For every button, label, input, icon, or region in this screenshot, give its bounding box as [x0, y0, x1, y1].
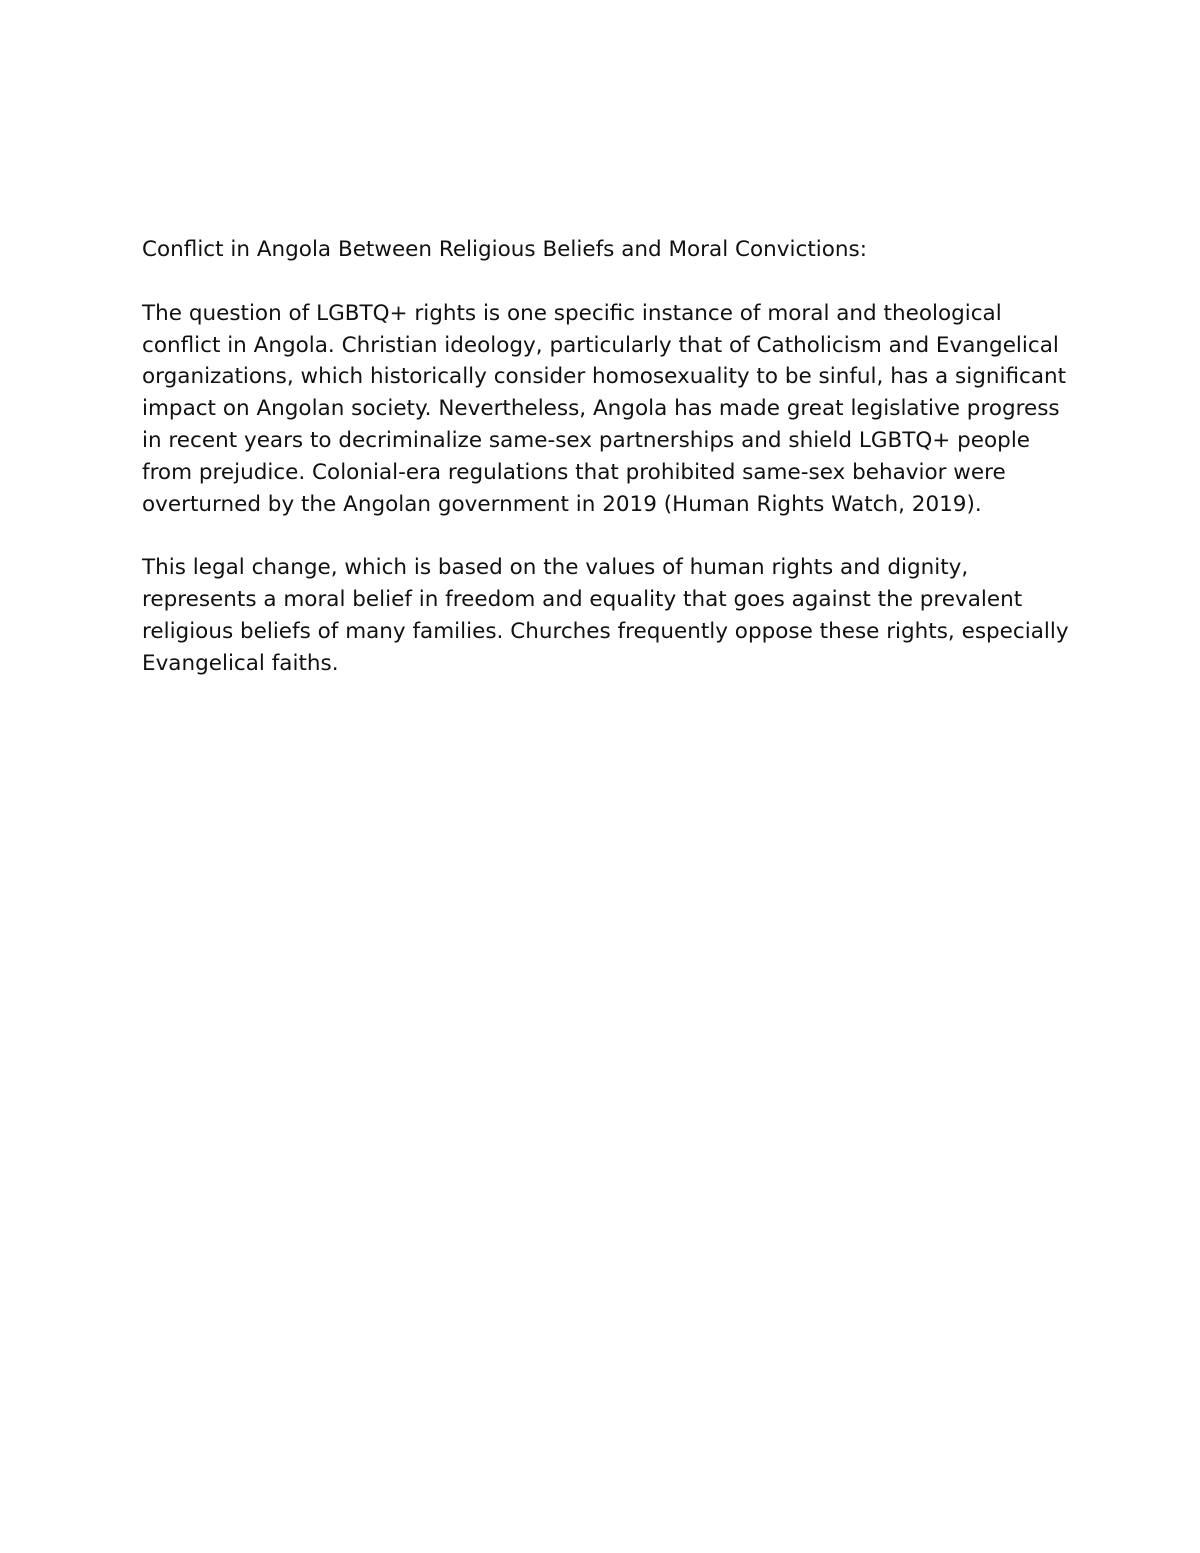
paragraph-lgbtq-rights: The question of LGBTQ+ rights is one specific instance of moral and theological conflict in Angola. Christian ideology, particularly that of Catholicism and Evangelical organizations, which historically consider homosexuality to be sinful, has a significant impact on Angolan society. Nevertheless, Angola has made great legislative progress in recent years to decriminalize same-sex partnerships and shield LGBTQ+ people from prejudice. Colonial-era regulations that prohibited same-sex behavior were overturned by the Angolan government in 2019 (Human Rights Watch, 2019).	[142, 300, 1067, 517]
document-body	[142, 234, 1082, 712]
document-heading: Conflict in Angola Between Religious Beliefs and Moral Convictions:	[142, 237, 867, 262]
paragraph-legal-change: This legal change, which is based on the values of human rights and dignity, represents a moral belief in freedom and equality that goes against the prevalent religious beliefs of many families. Churches frequently oppose these rights, especially Evangelical faiths.	[142, 555, 1069, 676]
